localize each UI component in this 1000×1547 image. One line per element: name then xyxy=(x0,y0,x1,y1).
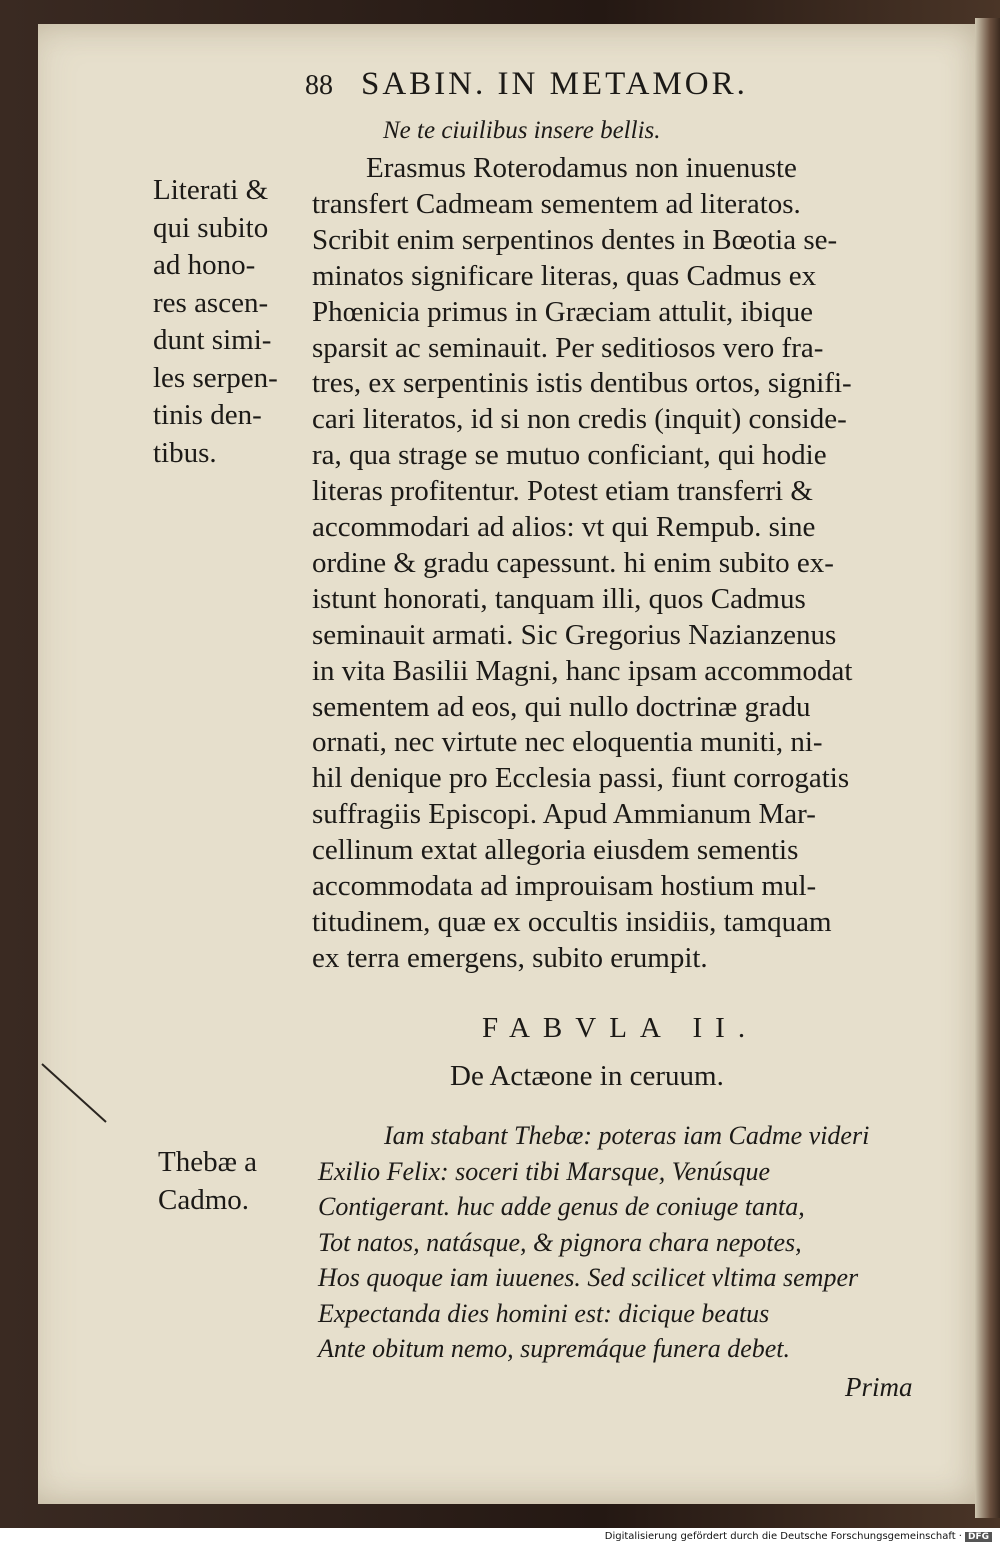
margin-note-line: Literati & xyxy=(153,174,269,206)
dfg-logo-icon: DFG xyxy=(965,1532,992,1542)
catchword: Prima xyxy=(845,1372,913,1402)
body-line: ra, qua strage se mutuo conficiant, qui hodie xyxy=(312,439,827,472)
margin-note-line: Thebæ a xyxy=(158,1146,258,1178)
verse-line: Iam stabant Thebæ: poteras iam Cadme videri xyxy=(384,1121,870,1150)
footer-credit-text: Digitalisierung gefördert durch die Deutsche Forschungsgemeinschaft · xyxy=(604,1531,962,1542)
body-line: ornati, nec virtute nec eloquentia muniti, ni- xyxy=(312,726,823,759)
body-line: Scribit enim serpentinos dentes in Bœotia se- xyxy=(312,223,838,256)
page-edge xyxy=(975,18,1000,1518)
body-line: ordine & gradu capessunt. hi enim subito ex- xyxy=(312,546,834,579)
body-line: sementem ad eos, qui nullo doctrinæ gradu xyxy=(312,690,811,723)
body-line: transfert Cadmeam sementem ad literatos. xyxy=(312,187,801,220)
margin-note-line: dunt simi- xyxy=(153,324,272,356)
fabula-subheading: De Actæone in ceruum. xyxy=(450,1060,724,1092)
margin-note-line: qui subito xyxy=(153,211,269,244)
body-line: Phœnicia primus in Græciam attulit, ibique xyxy=(312,295,813,328)
body-line: accommodata ad improuisam hostium mul- xyxy=(312,870,817,902)
body-line: hil denique pro Ecclesia passi, fiunt corrogatis xyxy=(312,762,850,795)
body-line: titudinem, quæ ex occultis insidiis, tamquam xyxy=(312,905,832,938)
epigraph: Ne te ciuilibus insere bellis. xyxy=(383,117,661,144)
body-line: cari literatos, id si non credis (inquit) conside- xyxy=(312,403,847,436)
verse-line: Contigerant. huc adde genus de coniuge tanta, xyxy=(318,1192,805,1221)
body-line: seminauit armati. Sic Gregorius Nazianzenus xyxy=(312,618,837,651)
body-line: Erasmus Roterodamus non inuenuste xyxy=(366,152,797,184)
body-line: cellinum extat allegoria eiusdem sementis xyxy=(312,834,799,867)
margin-note-line: les serpen- xyxy=(153,361,278,394)
footer-credit xyxy=(605,1531,992,1542)
page-number: 88 xyxy=(305,70,333,101)
verse-line: Exilio Felix: soceri tibi Marsque, Venúsque xyxy=(318,1156,771,1186)
body-line: minatos significare literas, quas Cadmus ex xyxy=(312,259,817,292)
margin-note-line: ad hono- xyxy=(153,249,256,281)
body-line: in vita Basilii Magni, hanc ipsam accommodat xyxy=(312,654,853,687)
body-line: suffragiis Episcopi. Apud Ammianum Mar- xyxy=(312,798,816,831)
verse-line: Tot natos, natásque, & pignora chara nepotes, xyxy=(318,1227,802,1257)
body-line: literas profitentur. Potest etiam transferri & xyxy=(312,475,813,508)
verse-line: Hos quoque iam iuuenes. Sed scilicet vltima semper xyxy=(318,1263,859,1292)
verse-line: Ante obitum nemo, supremáque funera debet. xyxy=(318,1334,790,1363)
verse-line: Expectanda dies homini est: dicique beatus xyxy=(318,1298,770,1328)
running-header xyxy=(305,66,945,103)
margin-note-line: tinis den- xyxy=(153,399,262,431)
body-line: tres, ex serpentinis istis dentibus ortos, signifi- xyxy=(312,367,852,400)
body-line: accommodari ad alios: vt qui Rempub. sine xyxy=(312,511,816,543)
fabula-heading: FABVLA II. xyxy=(482,1012,759,1044)
body-line: sparsit ac seminauit. Per seditiosos vero fra- xyxy=(312,331,824,364)
margin-note-line: res ascen- xyxy=(153,286,269,319)
margin-note-line: Cadmo. xyxy=(158,1184,250,1216)
margin-note-line: tibus. xyxy=(153,436,217,469)
running-title: SABIN. IN METAMOR. xyxy=(361,66,748,102)
body-line: ex terra emergens, subito erumpit. xyxy=(312,941,708,974)
body-line: istunt honorati, tanquam illi, quos Cadmus xyxy=(312,582,806,615)
margin-pencil-mark xyxy=(40,1060,110,1125)
